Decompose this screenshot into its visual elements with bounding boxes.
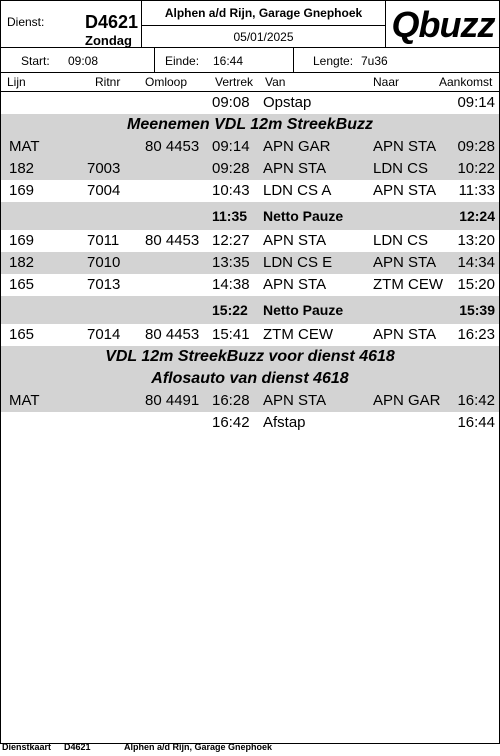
divider <box>154 48 155 72</box>
cell-naar: ZTM CEW <box>373 276 443 293</box>
cell-vertrek: 09:28 <box>212 160 250 177</box>
cell-ritnr: 7011 <box>87 232 120 249</box>
col-van: Van <box>265 75 286 89</box>
trip-row <box>1 390 499 412</box>
cell-aankomst: 16:44 <box>457 414 495 431</box>
trip-row <box>1 180 499 202</box>
footer-dienst: D4621 <box>64 742 91 752</box>
trip-row <box>1 324 499 346</box>
column-headers <box>1 73 499 92</box>
cell-omloop: 80 4453 <box>145 138 200 155</box>
col-ritnr: Ritnr <box>95 75 121 89</box>
cell-vertrek: 12:27 <box>212 232 250 249</box>
trip-table <box>1 92 499 434</box>
lengte: 7u36 <box>361 54 388 68</box>
section-header: Aflosauto van dienst 4618 <box>1 368 499 390</box>
col-naar: Naar <box>373 75 400 89</box>
cell-vertrek: 15:41 <box>212 326 250 343</box>
cell-van: ZTM CEW <box>263 326 333 343</box>
cell-naar: APN STA <box>373 326 437 343</box>
col-aankomst: Aankomst <box>439 75 493 89</box>
cell-aankomst: 14:34 <box>457 254 495 271</box>
divider <box>385 1 386 47</box>
section-header: Meenemen VDL 12m StreekBuzz <box>1 114 499 136</box>
trip-row <box>1 230 499 252</box>
header-top <box>1 1 499 48</box>
pauze-row <box>1 296 499 324</box>
pauze-label: Netto Pauze <box>263 302 344 318</box>
cell-van: Afstap <box>263 414 306 431</box>
dag: Zondag <box>85 33 132 48</box>
col-lijn: Lijn <box>7 75 26 89</box>
cell-naar: LDN CS <box>373 232 429 249</box>
pauze-aankomst: 12:24 <box>459 208 495 224</box>
cell-ritnr: 7004 <box>87 182 121 199</box>
divider <box>293 48 294 72</box>
cell-ritnr: 7003 <box>87 160 121 177</box>
einde-label: Einde: <box>165 54 200 68</box>
trip-row <box>1 92 499 114</box>
trip-row <box>1 412 499 434</box>
pauze-vertrek: 11:35 <box>212 208 248 224</box>
pauze-aankomst: 15:39 <box>459 302 495 318</box>
cell-naar: APN STA <box>373 182 437 199</box>
locatie: Alphen a/d Rijn, Garage Gnephoek <box>142 1 385 26</box>
cell-aankomst: 16:23 <box>457 326 495 343</box>
cell-lijn: 165 <box>9 276 35 293</box>
start-tijd: 09:08 <box>68 54 99 68</box>
cell-lijn: 182 <box>9 254 35 271</box>
cell-lijn: 169 <box>9 182 35 199</box>
cell-van: APN STA <box>263 276 327 293</box>
cell-aankomst: 16:42 <box>457 392 495 409</box>
cell-aankomst: 09:14 <box>457 94 495 111</box>
cell-ritnr: 7013 <box>87 276 121 293</box>
cell-aankomst: 15:20 <box>457 276 495 293</box>
trip-row <box>1 158 499 180</box>
section-header: VDL 12m StreekBuzz voor dienst 4618 <box>1 346 499 368</box>
footer-kaart: Dienstkaart <box>2 742 52 752</box>
cell-aankomst: 10:22 <box>457 160 495 177</box>
cell-van: Opstap <box>263 94 312 111</box>
cell-naar: APN GAR <box>373 392 441 409</box>
dienst-label: Dienst: <box>7 15 45 29</box>
cell-lijn: 169 <box>9 232 35 249</box>
cell-van: APN STA <box>263 392 327 409</box>
cell-vertrek: 09:14 <box>212 138 250 155</box>
cell-lijn: 182 <box>9 160 35 177</box>
cell-van: LDN CS E <box>263 254 333 271</box>
cell-omloop: 80 4453 <box>145 326 200 343</box>
col-vertrek: Vertrek <box>215 75 254 89</box>
qbuzz-logo: Qbuzz <box>391 4 495 45</box>
cell-aankomst: 11:33 <box>458 182 495 199</box>
cell-naar: LDN CS <box>373 160 429 177</box>
cell-vertrek: 10:43 <box>212 182 250 199</box>
pauze-vertrek: 15:22 <box>212 302 248 318</box>
lengte-label: Lengte: <box>313 54 354 68</box>
cell-naar: APN STA <box>373 254 437 271</box>
pauze-row <box>1 202 499 230</box>
cell-vertrek: 14:38 <box>212 276 250 293</box>
cell-vertrek: 16:28 <box>212 392 250 409</box>
cell-omloop: 80 4491 <box>145 392 200 409</box>
trip-row <box>1 136 499 158</box>
cell-ritnr: 7010 <box>87 254 121 271</box>
cell-van: APN STA <box>263 160 327 177</box>
cell-vertrek: 13:35 <box>212 254 250 271</box>
cell-lijn: MAT <box>9 392 40 409</box>
cell-naar: APN STA <box>373 138 437 155</box>
einde-tijd: 16:44 <box>213 54 244 68</box>
cell-omloop: 80 4453 <box>145 232 200 249</box>
footer-locatie: Alphen a/d Rijn, Garage Gnephoek <box>124 742 273 752</box>
cell-lijn: MAT <box>9 138 40 155</box>
trip-row <box>1 252 499 274</box>
cell-vertrek: 09:08 <box>212 94 250 111</box>
cell-vertrek: 16:42 <box>212 414 250 431</box>
cell-lijn: 165 <box>9 326 35 343</box>
col-omloop: Omloop <box>145 75 188 89</box>
cell-aankomst: 13:20 <box>457 232 495 249</box>
pauze-label: Netto Pauze <box>263 208 344 224</box>
cell-ritnr: 7014 <box>87 326 121 343</box>
cell-van: LDN CS A <box>263 182 332 199</box>
cell-van: APN STA <box>263 232 327 249</box>
dienst-nummer: D4621 <box>85 12 139 32</box>
trip-row <box>1 274 499 296</box>
datum: 05/01/2025 <box>233 30 294 44</box>
cell-aankomst: 09:28 <box>457 138 495 155</box>
header-times <box>1 48 499 73</box>
cell-van: APN GAR <box>263 138 331 155</box>
start-label: Start: <box>21 54 50 68</box>
